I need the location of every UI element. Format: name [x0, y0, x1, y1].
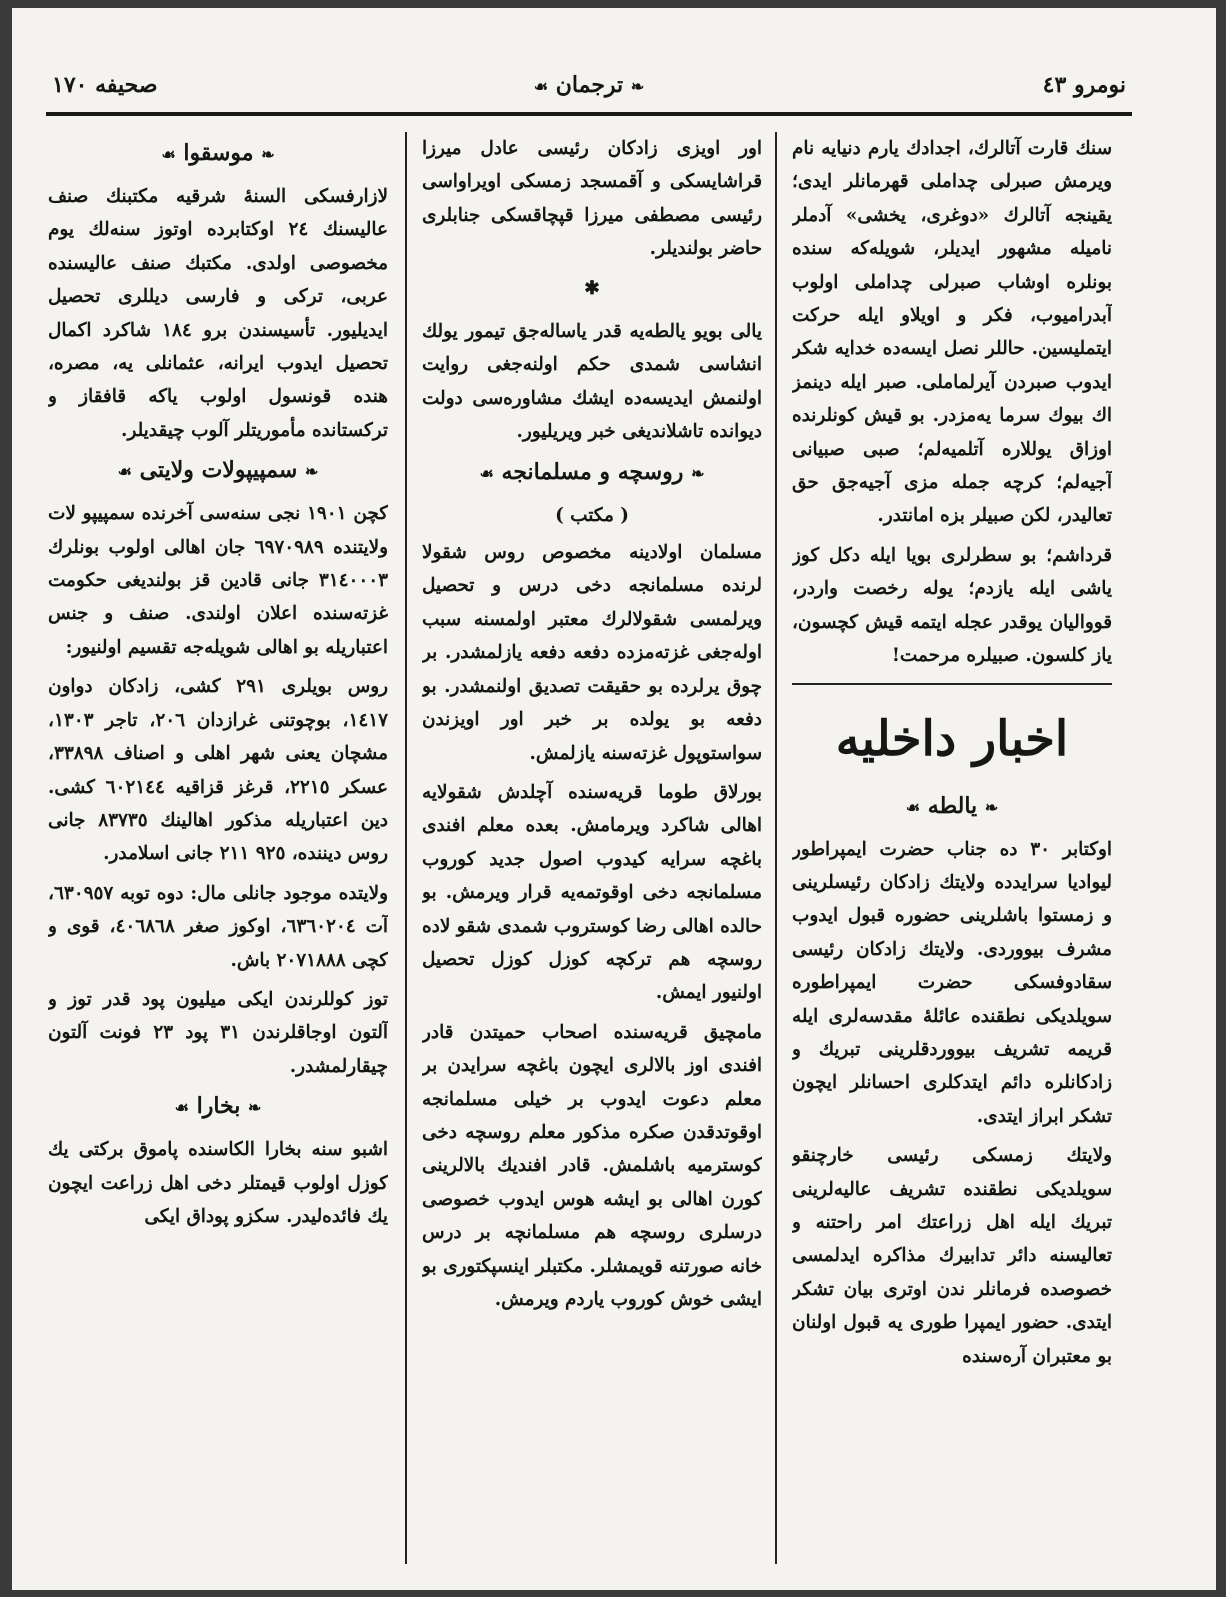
section-heading-russian-muslim — [422, 455, 762, 491]
ornament-icon: ☙ — [174, 1098, 189, 1118]
ornament-icon: ☙ — [479, 463, 494, 483]
article-paragraph: اوكتابر ٣٠ ده جناب حضرت ايمپراطور ليواديا سرايدده ولايتك زادكان رئيسلرينى و زمستوا باشلرينى حضوره قبول ايدوب مشرف بيووردى. ولايتك زادكان رئيسى سقادوفسكى حضرت ايمپراطوره سويلديكى نطقنده عائلهٔ مقدسه‌لرى ايله قريمه تشريف بيووردقلرينى تبريك و زادكانلره دائم ايتدكلرى احسانلر ايچون تشكر ابراز ايتدى. — [792, 838, 1112, 1127]
article-paragraph: توز كوللرندن ايكى ميليون پود قدر توز و آلتون اوجاقلرندن ٣١ پود ٢٣ فونت آلتون چيقارلمشدر. — [48, 988, 388, 1077]
article-paragraph: اور اويزى زادكان رئيسى عادل ميرزا قراشايسكى و آقمسجد زمسكى اويراواسى رئيسى مصطفى ميرزا قپچاقسكى جنابلرى حاضر بولنديلر. — [422, 138, 762, 260]
heading-text: موسقوا — [183, 140, 254, 166]
ornament-icon: ☙ — [905, 797, 921, 817]
middle-column — [422, 132, 762, 1568]
article-paragraph: اشبو سنه بخارا الكاسنده پاموق بركتى يك كوزل اولوب قيمتلر دخى اهل زراعت ايچون يك فائده‌ليدر. سكزو پوداق ايكى — [48, 1139, 388, 1227]
article-paragraph: كچن ١٩٠١ نجى سنه‌سى آخرنده سمپيپو لات ولايتنده ٦٩٧٠٩٨٩ جان اهالى اولوب بونلرك ٣١٤٠٠٠٣ جانى قادين قز بولنديغى حكومت غزته‌سنده اعلان اولندى. صنف و جنس اعتباريله بو اهالى شويله‌جه تقسيم اولنيور: — [48, 503, 388, 658]
ornament-icon: ❧ — [248, 1098, 262, 1118]
heading-text: بخارا — [196, 1093, 241, 1120]
ornament-icon: ☙ — [533, 77, 549, 96]
article-paragraph: مسلمان اولادينه مخصوص روس شقولا لرنده مسلمانجه دخى درس و تحصيل ويرلمسى شقولالرك معتبر اولمسنه سبب اوله‌جغى غزته‌مزده دفعه دفعه يازلمشدر. بر چوق يرلرده بو حقيقت تصديق اولنمشدر. بو دفعه بو يولده بر خبر اور اويزندن سواستوپول غزته‌سنه يازلمش. — [422, 542, 762, 764]
section-rule — [792, 683, 1112, 685]
column-divider — [405, 132, 407, 1564]
section-heading-domestic-news: اخبار داخليه — [835, 710, 1069, 767]
article-paragraph: سنك قارت آتالرك، اجدادك يارم دنيايه نام ويرمش صبرلى چداملى قهرمانلر ايدى؛ يقينجه آتالرك «دوغرى، يخشى» آدملر ناميله مشهور ايديلر، شويله‌كه سنده بونلره اوشاب صبرلى چداملى اولوب آبدراميوب، فكر و اويلاو ايله حركت ايتمليسين. حاللر نصل ايسه‌ده خدايه شكر ايدوب صبردن آيرلماملى. صبر ايله دينمز اك بيوك سرما يه‌مزدر. بو قيش كونلرنده اوزاق يوللاره آتلميه‌لم؛ صبى صبيانى آجيه‌لم؛ كرچه جمله مزى آجيه‌جق حق تعاليدر، لكن صبيلر بزه امانتدر. — [792, 138, 1112, 527]
article-paragraph: ولايتك زمسكى رئيسى خارچنقو سويلديكى نطقنده تشريف عاليه‌لرينى تبريك ايله اهل زراعتك امر راحتنه و تعاليسنه دائر تدابيرك مذاكره ايدلمسى خصوصده فرمانلر ندن اوترى بيان تشكر ايتدى. حضور ايمپرا طورى يه قبول اولنان بو معتبران آره‌سنده — [792, 1145, 1112, 1367]
article-paragraph: مامچيق قريه‌سنده اصحاب حميتدن قادر افندى اوز بالالرى ايچون باغچه سرايدن بر معلم دعوت ايدوب بر خيلى مسلمانجه اوقوتدقدن صكره مذكور معلم روسچه دخى كوسترميه باشلمش. قادر افنديك بالالرينى كورن اهالى بو ايشه هوس ايدوب خصوصى درسلرى روسچه هم مسلمانچه بر درس خانه صورتنه قويمشلر. مكتبلر اينسپكتورى بو ايشى خوش كوروب ياردم ويرمش. — [422, 1021, 762, 1310]
article-paragraph: روس بويلرى ٢٩١ كشى، زادكان دواون ١٤١٧، بوچوتنى غرازدان ٢٠٦، تاجر ١٣٠٣، مشچان يعنى شهر اهلى و اصناف ٣٣٨٩٨، عسكر ٢٢١٥، قرغز قزاقيه ٦٠٢١٤٤ كشى. دين اعتباريله مذكور اهالينك ٨٣٧٣٥ جانى روس ديننده، ٩٢٥ ٢١١ جانى اسلامدر. — [48, 676, 388, 865]
newspaper-title-text: ترجمان — [555, 72, 624, 98]
section-heading-semipalatinsk — [48, 453, 388, 489]
page-header — [46, 72, 1132, 118]
left-column — [48, 132, 388, 1568]
heading-text: يالطه — [927, 792, 978, 819]
ornament-icon: ❧ — [261, 145, 275, 164]
section-heading-bukhara — [48, 1089, 388, 1125]
article-paragraph: بورلاق طوما قريه‌سنده آچلدش شقولايه اهالى شاكرد ويرمامش. بعده معلم افندى باغچه سرايه كيدوب اصول جديد كوروب مسلمانجه دخى اوقوتمه‌يه قرار ويرمش. بو حالده اهالى رضا كوستروب شمدى شقو لاده روسچه هم تركچه كوزل كوزل تحصيل اولنيور ايمش. — [422, 781, 762, 1004]
heading-text: سمپيپولات ولايتى — [139, 457, 298, 484]
ornament-icon: ❧ — [984, 797, 999, 817]
ornament-icon: ☙ — [117, 462, 132, 482]
ornament-icon: ❧ — [304, 462, 319, 482]
section-heading-yalta — [792, 789, 1112, 825]
article-paragraph: يالى بويو يالطه‌يه قدر ياساله‌جق تيمور يولك انشاسى شمدى حكم اولنه‌جغى روايت اولنمش ايديسه‌ده ايشك مشاوره‌سى دولت ديوانده تاشلانديغى خبر ويريليور. — [422, 321, 762, 443]
newspaper-title — [534, 72, 645, 98]
ornament-icon: ❧ — [691, 463, 705, 483]
article-paragraph: ولايتده موجود جانلى مال: دوه‌ توبه ٦٣٠٩٥٧، آت ٦٣٦٠٢٠٤، اوكوز صغر ٤٠٦٨٦٨، قوى و كچى ٢٠٧١٨٨٨ باش. — [48, 882, 388, 971]
newspaper-page — [12, 8, 1216, 1590]
section-heading-moscow — [48, 136, 388, 172]
issue-number: نومرو ٤٣ — [1042, 72, 1126, 98]
ornament-icon: ☙ — [161, 145, 176, 164]
sub-heading-school: ( مكتب ) — [555, 504, 629, 526]
page-number: صحيفه ١٧٠ — [52, 72, 158, 98]
right-column — [792, 132, 1112, 1568]
article-paragraph: لازارفسكى السنهٔ شرقيه مكتبنك صنف عاليسنك ٢٤ اوكتابرده اوتوز سنه‌لك يوم مخصوصى اولدى. مكتبك صنف عاليسنده عربى، تركى و فارسى ديللرى تحصيل ايديليور. تأسيسندن برو ١٨٤ شاكرد اكمال تحصيل ايدوب ايرانه، عثمانلى يه، مصره، هنده قونسول اولوب ياكه قافقاز و تركستانده مأموريتلر آلوب چيقديلر. — [48, 186, 388, 441]
header-rule — [46, 112, 1132, 116]
ornament-icon: ❧ — [630, 77, 645, 96]
article-paragraph: قرداشم؛ بو سطرلرى بويا ايله دكل كوز ياشى ايله يازدم؛ يوله رخصت وار‌در، قوواليان يوقدر عجله ايتمه قيش كچسون، ياز كلسون. صبيلره مرحمت! — [792, 544, 1112, 667]
separator-star-icon: ✱ — [584, 277, 600, 299]
column-divider — [775, 132, 777, 1564]
heading-text: روسچه و مسلمانجه — [501, 458, 684, 485]
